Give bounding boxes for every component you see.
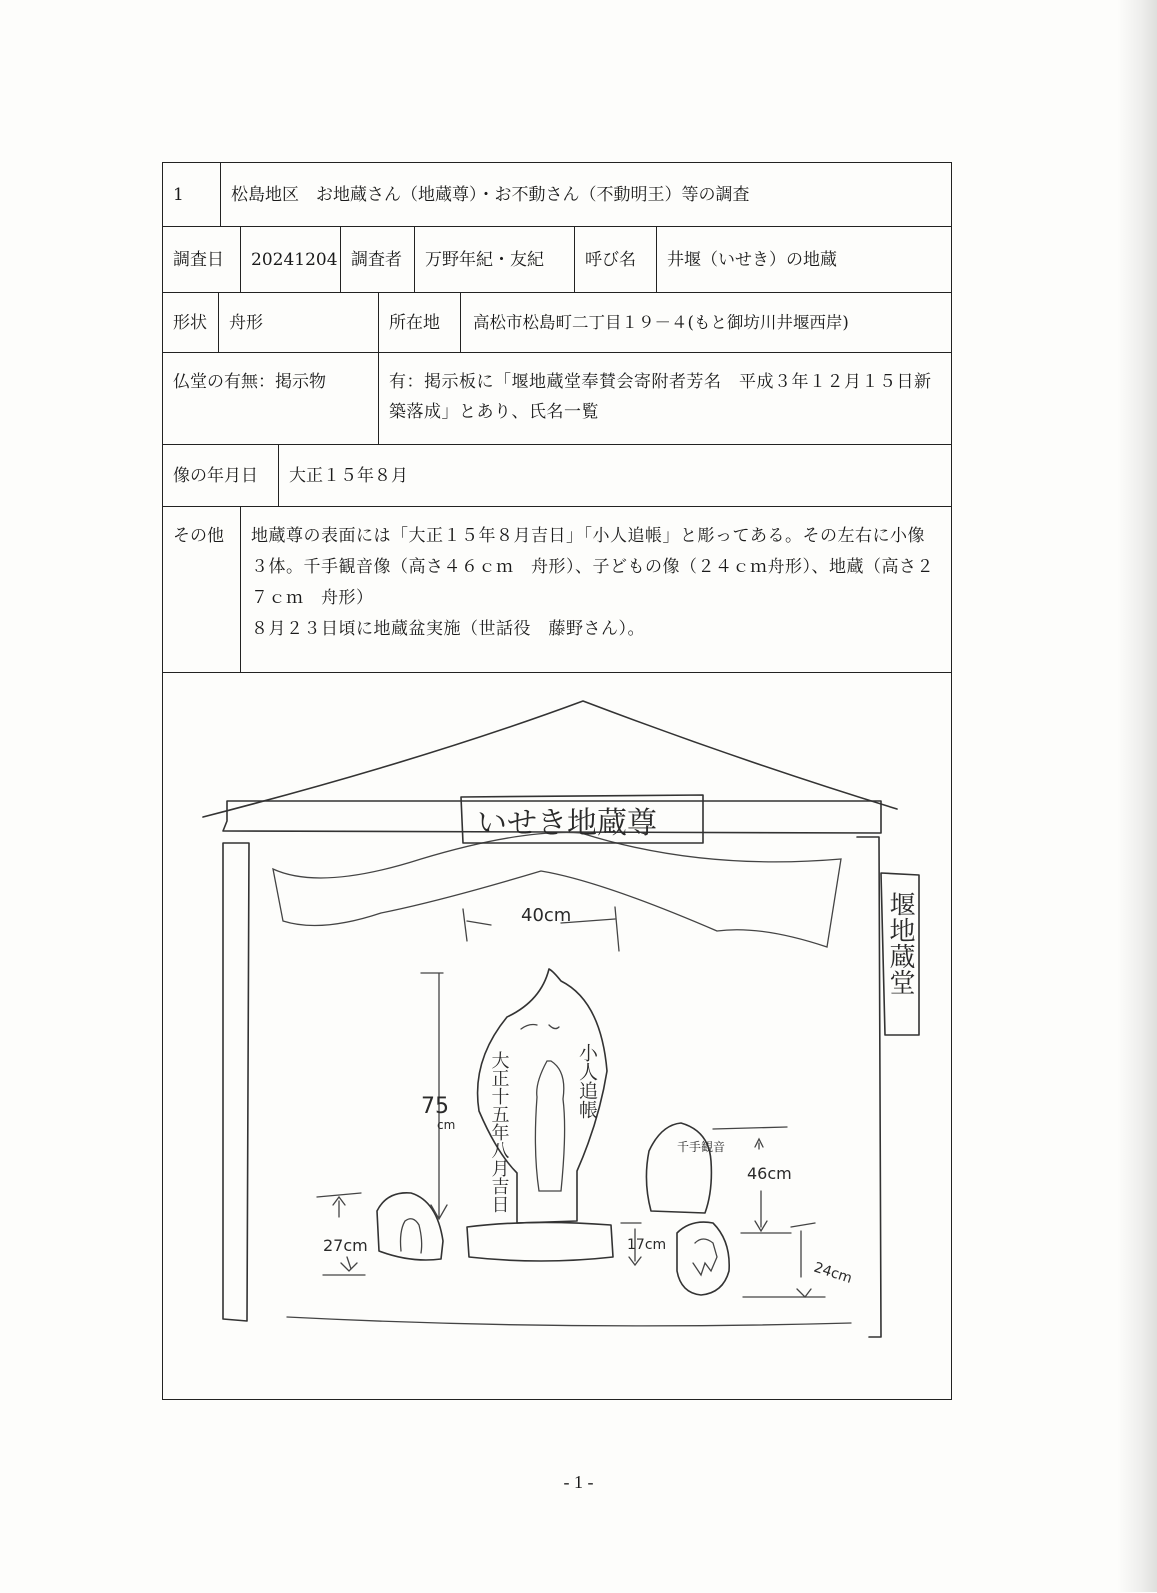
dim-kannon: 46cm [747,1164,792,1183]
shrine-sketch [1,1,1157,1593]
child-dim-lines [743,1223,825,1297]
other-text: 地蔵尊の表面には「大正１５年８月吉日」「小人追帳」と彫ってある。その左右に小像３体。千手観音像（高さ４６ｃｍ 舟形）、子どもの像（２４ｃｍ舟形）、地蔵（高さ２７ｃｍ 舟形） ８月２３日頃に地蔵盆実施（世話役 藤野さん）。 [251,526,934,639]
main-inscription-right: 小人追帳 [576,1043,598,1119]
child-statue [677,1222,729,1295]
floor-line [287,1317,851,1326]
small-jizo-dim-lines [317,1193,365,1275]
surveyor-label: 調査者 [341,227,415,292]
roof-line [203,701,897,817]
hall-value: 有：掲示板に「堰地蔵堂奉賛会寄附者芳名 平成３年１２月１５日新築落成」とあり、氏名一覧 [389,372,932,422]
dim-main-height: 75 [421,1094,449,1119]
sketch-panel [163,673,950,1398]
main-jizo-base [467,1222,613,1261]
name-value: 井堰（いせき）の地蔵 [667,249,837,270]
kannon-statue [646,1123,711,1213]
dim-width: 40cm [521,905,572,926]
main-inscription-left: 大正十五年八月吉日 [488,1051,510,1213]
location-label: 所在地 [379,293,461,352]
dim-base: 17cm [627,1237,667,1253]
location-value: 高松市松島町二丁目１９－４(もと御坊川井堰西岸) [473,312,849,332]
shape-value: 舟形 [219,293,379,352]
side-sign-text: 堰地蔵堂 [885,891,915,995]
main-jizo-eyes [521,1025,559,1030]
survey-form [162,162,952,1400]
shape-label: 形状 [163,293,219,352]
child-figure [693,1239,717,1275]
small-jizo [377,1193,443,1260]
survey-title: 松島地区 お地蔵さん（地蔵尊）・お不動さん（不動明王）等の調査 [231,184,750,205]
dim-small-jizo: 27cm [323,1236,368,1255]
date-value: 20241204 [241,227,341,292]
date-label: 調査日 [163,227,241,292]
right-pillar [857,837,881,1337]
main-jizo-figure [535,1061,564,1191]
name-label: 呼び名 [575,227,657,292]
record-number: 1 [163,163,221,226]
curtain [273,833,841,947]
page-number: - 1 - [563,1472,594,1492]
small-jizo-figure [401,1219,422,1253]
hall-label: 仏堂の有無：掲示物 [163,353,379,444]
other-label: その他 [163,507,241,672]
statue-date-label: 像の年月日 [163,445,279,506]
left-pillar [223,843,249,1321]
dim-main-height-unit: cm [437,1118,456,1132]
name-sign-text: いせき地蔵尊 [477,806,657,841]
dim-child: 24cm [811,1259,854,1287]
surveyor-value: 万野年紀・友紀 [415,227,575,292]
statue-date-value: 大正１５年８月 [289,465,408,486]
kannon-inscription: 千手観音 [677,1140,726,1154]
